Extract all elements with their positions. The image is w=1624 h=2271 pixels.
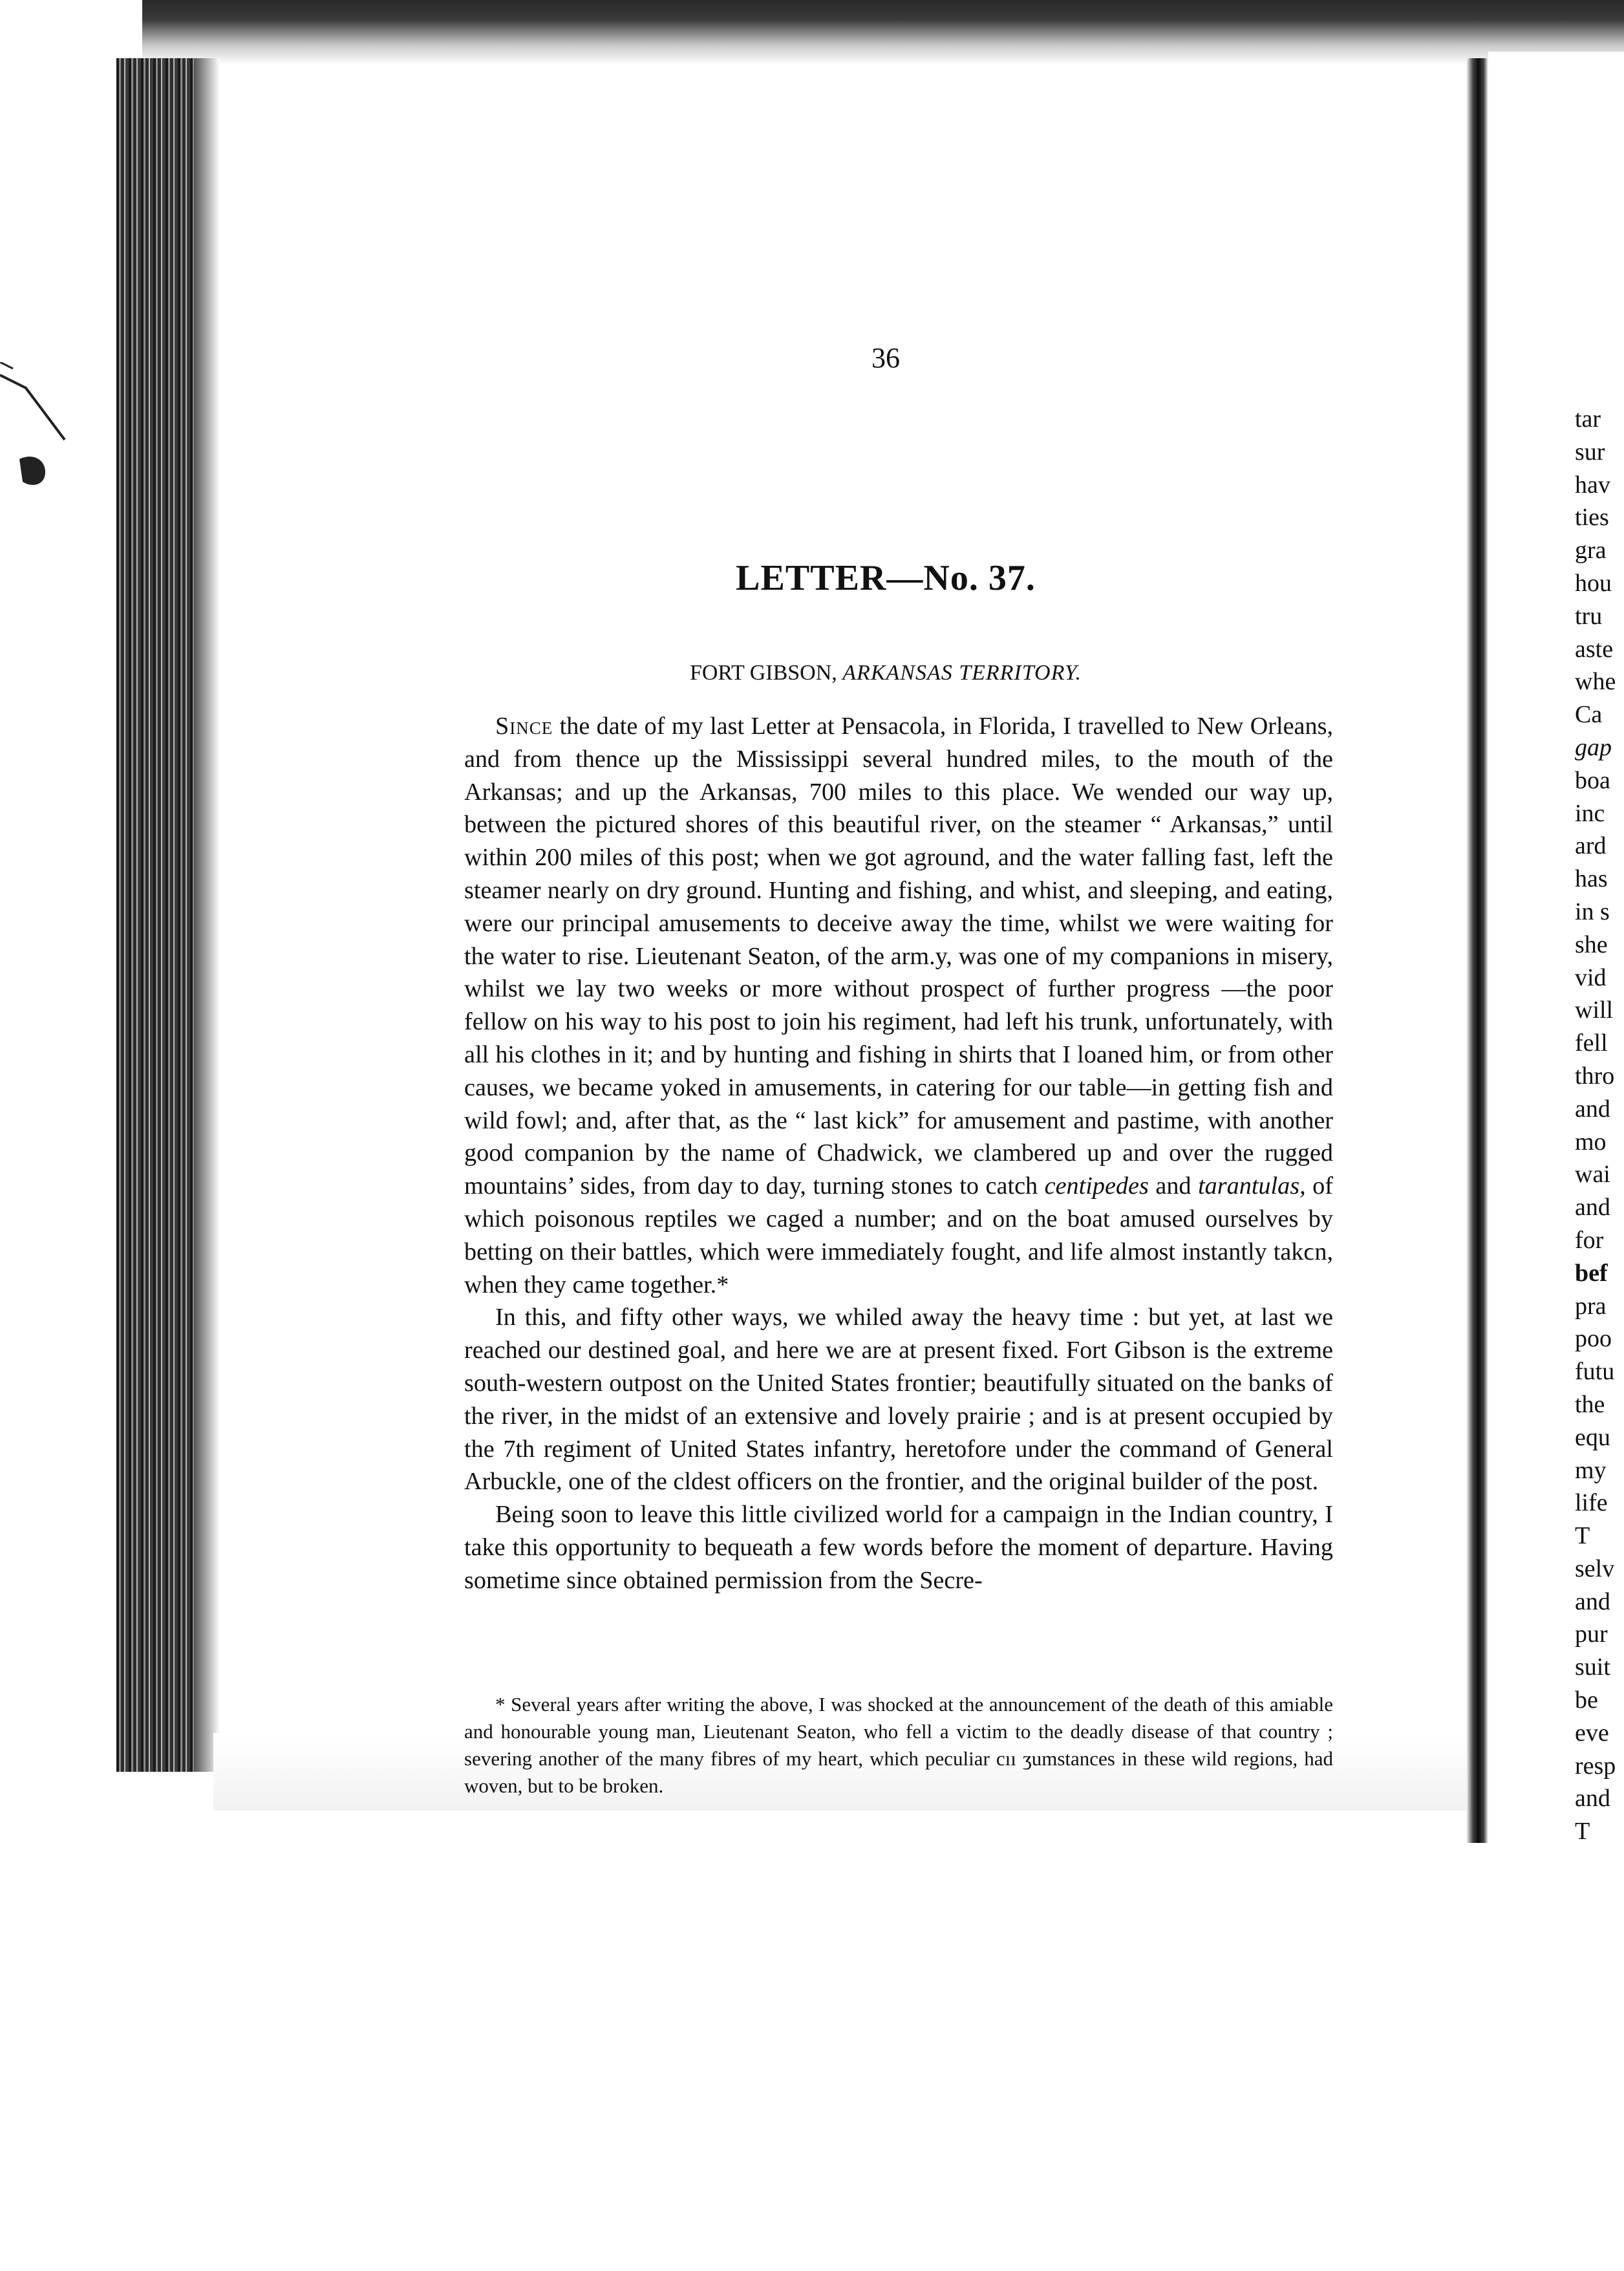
scan-top-shadow: [142, 0, 1624, 65]
facing-page-line: she: [1575, 931, 1608, 958]
facing-page-line: hav: [1575, 471, 1610, 499]
facing-page-line: my: [1575, 1456, 1607, 1484]
facing-page-line: in s: [1575, 898, 1610, 925]
facing-page-line: gra: [1575, 537, 1607, 565]
letter-body: [464, 710, 1333, 1597]
facing-page-line: boa: [1575, 766, 1610, 794]
facing-page-line: mo: [1575, 1128, 1607, 1156]
facing-page-line: suit: [1575, 1653, 1610, 1681]
book-gutter: [1466, 58, 1488, 1843]
facing-page-line: selv: [1575, 1555, 1615, 1582]
facing-page-line: the: [1575, 1390, 1605, 1418]
paragraph-lead-word: Since: [495, 713, 553, 740]
page-edge-shadow: [194, 58, 220, 1772]
facing-page-line: Ca: [1575, 701, 1603, 729]
facing-page-line: wai: [1575, 1161, 1610, 1189]
facing-page-line: vid: [1575, 963, 1607, 991]
paragraph-3: Being soon to leave this little civilized world for a campaign in the Indian country, I take this opportunity to bequeath a few words before the moment of departure. Having sometime since obtained permission from the Secre-: [464, 1501, 1333, 1594]
location-line: [634, 661, 1138, 685]
facing-page-line: gap: [1575, 733, 1612, 761]
facing-page-line: life: [1575, 1489, 1608, 1517]
facing-page-line: eve: [1575, 1719, 1609, 1747]
facing-page-line: T: [1575, 1818, 1590, 1846]
facing-page-line: and: [1575, 1194, 1610, 1222]
facing-page-line: and: [1575, 1095, 1610, 1123]
facing-page-line: has: [1575, 865, 1608, 893]
paragraph-1: [464, 710, 1333, 1301]
facing-page-line: thro: [1575, 1062, 1615, 1090]
paragraph-1-italic-centipedes: centipedes: [1044, 1172, 1149, 1200]
facing-page-line: for: [1575, 1226, 1604, 1254]
paragraph-1-end: of which poisonous reptiles we caged a number; and on the boat amused ourselves by betting on their battles, which were immediately fought, and life almost instantly takϲn, when they came together.*: [464, 1172, 1333, 1298]
facing-page-line: fell: [1575, 1029, 1608, 1057]
facing-page-line: T: [1575, 1522, 1590, 1550]
letter-heading: LETTER—No. 37.: [736, 558, 1036, 598]
facing-page-line: pra: [1575, 1292, 1607, 1320]
page-number: 36: [871, 342, 900, 374]
paragraph-2: In this, and fifty other ways, we whiled away the heavy time : but yet, at last we reached our destined goal, and here we are at present fixed. Fort Gibson is the extreme south-western outpost on the United States frontier; beautifully situated on the banks of the river, in the midst of an extensive and lovely prairie ; and is at present occupied by the 7th regiment of United States infantry, heretofore under the command of General Arbuckle, one of the cldest officers on the frontier, and the original builder of the post.: [464, 1304, 1333, 1496]
facing-page-line: aste: [1575, 635, 1614, 663]
facing-page-line: poo: [1575, 1325, 1612, 1353]
facing-page-line: tar: [1575, 405, 1601, 433]
facing-page-line: whe: [1575, 668, 1616, 696]
facing-page-line: hou: [1575, 569, 1612, 597]
facing-page-line: bef: [1575, 1259, 1608, 1287]
facing-page-line: ard: [1575, 832, 1607, 860]
facing-page-line: will: [1575, 996, 1614, 1024]
paragraph-1-text: the date of my last Letter at Pensacola, in Florida, I travelled to New Orleans, and from thence up the Mississippi several hundred miles, to the mouth of the Arkansas; and up the Arkansas, 700 miles to this place. We wended our way up, between the pictured shores of this beautiful river, on the steamer “ Arkansas,” until within 200 miles of this post; when we got aground, and the water falling fast, left the steamer nearly on dry ground. Hunting and fishing, and whist, and sleeping, and eating, were our principal amusements to deceive away the time, whilst we were waiting for the water to rise. Lieutenant Seaton, of the arm.y, was one of my companions in misery, whilst we lay two weeks or more without prospect of further progress —the poor fellow on his way to his post to join his regiment, had left his trunk, unfortunately, with all his clothes in it; and by hunting and fishing in shirts that I loaned him, or from other causes, we became yoked in amusements, in catering for our table—in getting fish and wild fowl; and, after that, as the “ last kick” for amusement and pastime, with another good companion by the name of Chadwick, we clambered up and over the rugged mountains’ sides, from day to day, turning stones to catch: [464, 713, 1333, 1200]
paragraph-1-italic-tarantulas: tarantulas,: [1198, 1172, 1306, 1200]
facing-page-line: pur: [1575, 1620, 1608, 1648]
footnote: [464, 1691, 1333, 1800]
facing-page-line: and: [1575, 1785, 1610, 1813]
facing-page-line: tru: [1575, 602, 1603, 630]
scan-margin-marks: [0, 362, 78, 530]
facing-page-line: and: [1575, 1588, 1610, 1615]
facing-page-fragment: [1575, 403, 1624, 1848]
facing-page-line: equ: [1575, 1423, 1610, 1451]
location-place: FORT GIBSON,: [689, 661, 837, 685]
facing-page-line: be: [1575, 1686, 1598, 1714]
facing-page-line: resp: [1575, 1752, 1616, 1780]
facing-page-line: sur: [1575, 438, 1605, 466]
facing-page-line: ties: [1575, 504, 1609, 532]
paragraph-1-mid: and: [1148, 1172, 1199, 1200]
footnote-text: * Several years after writing the above, I was shocked at the announcement of the death of this amiable and honourable young man, Lieutenant Seaton, who fell a victim to the deadly disease of that country ; severing another of the many fibres of my heart, which peculiar cıı ʒumstances in these wild regions, had woven, but to be broken.: [464, 1693, 1333, 1797]
location-territory: ARKANSAS TERRITORY.: [842, 661, 1082, 685]
facing-page-line: futu: [1575, 1358, 1615, 1386]
facing-page-line: inc: [1575, 799, 1605, 827]
